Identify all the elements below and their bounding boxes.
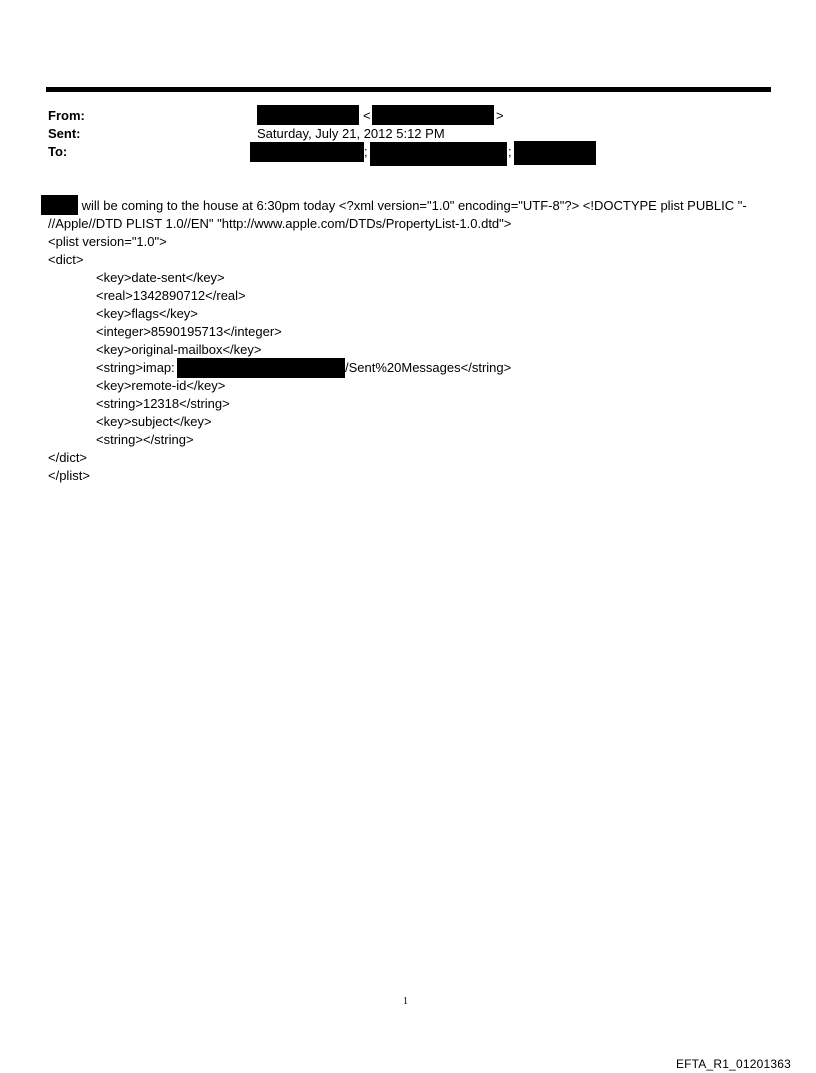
from-name-redaction <box>257 105 359 125</box>
to-label: To: <box>48 144 68 159</box>
to-recipient-2-redaction <box>370 142 507 166</box>
bates-number: EFTA_R1_01201363 <box>675 1057 791 1071</box>
body-line-10-suffix: /Sent%20Messages</string> <box>345 360 512 375</box>
body-line-12: <string>12318</string> <box>96 396 230 411</box>
body-line-7: <key>flags</key> <box>96 306 198 321</box>
body-line-9: <key>original-mailbox</key> <box>96 342 262 357</box>
body-line-4: <dict> <box>48 252 84 267</box>
to-recipient-3-redaction <box>514 141 596 165</box>
imap-server-redaction <box>177 358 345 378</box>
header-rule <box>46 87 771 92</box>
to-sep-1: ; <box>364 144 368 159</box>
body-line-8: <integer>8590195713</integer> <box>96 324 282 339</box>
body-line-1: will be coming to the house at 6:30pm today <?xml version="1.0" encoding="UTF-8"?> <!DOCTYPE plist PUBLIC "- <box>78 198 747 213</box>
sent-label: Sent: <box>48 126 81 141</box>
to-recipient-1-redaction <box>250 142 364 162</box>
body-line-10-prefix: <string>imap: <box>96 360 175 375</box>
from-email-redaction <box>372 105 494 125</box>
body-name-redaction <box>41 195 78 215</box>
body-line-15: </dict> <box>48 450 88 465</box>
body-line-6: <real>1342890712</real> <box>96 288 246 303</box>
body-line-2: //Apple//DTD PLIST 1.0//EN" "http://www.apple.com/DTDs/PropertyList-1.0.dtd"> <box>48 216 512 231</box>
body-line-3: <plist version="1.0"> <box>48 234 167 249</box>
from-lt: < <box>363 108 371 123</box>
body-line-11: <key>remote-id</key> <box>96 378 226 393</box>
body-line-5: <key>date-sent</key> <box>96 270 225 285</box>
body-line-13: <key>subject</key> <box>96 414 212 429</box>
page-number: 1 <box>403 996 408 1007</box>
body-line-16: </plist> <box>48 468 90 483</box>
from-gt: > <box>496 108 504 123</box>
body-line-14: <string></string> <box>96 432 194 447</box>
to-sep-2: ; <box>508 144 512 159</box>
from-label: From: <box>48 108 85 123</box>
sent-value: Saturday, July 21, 2012 5:12 PM <box>257 126 445 141</box>
